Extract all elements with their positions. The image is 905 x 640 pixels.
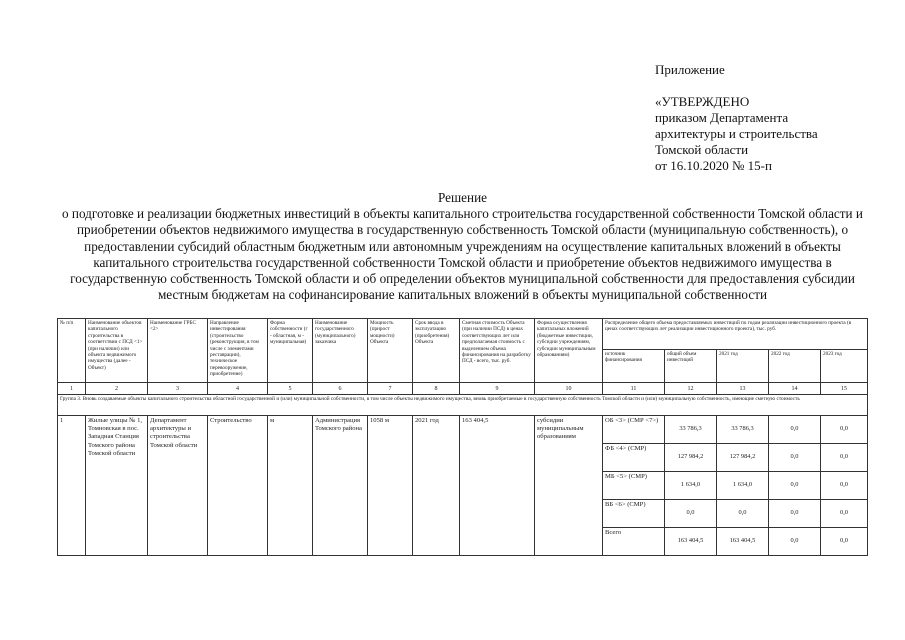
col-number: 6 [313,383,368,395]
header-direction: Направление инвестирования (строительство (реконструкция, в том числе с элементами реставрации), техническое перевооружение, приобретение) [208,319,268,383]
fin-2023: 0,0 [821,528,868,556]
header-total: общий объем инвестиций [665,350,717,383]
col-number: 2 [86,383,148,395]
col-number: 10 [535,383,603,395]
approval-line: Томской области [655,142,749,157]
col-number: 12 [665,383,717,395]
header-ownership: Форма собственности (г - областная, м - муниципальная) [268,319,313,383]
col-number: 7 [368,383,413,395]
col-number: 3 [148,383,208,395]
row-form: субсидии муниципальным образованиям [535,416,603,556]
header-num: № п/п [58,319,86,383]
row-object: Жилые улицы № 1, Томновская в пос. Западная Станция Томского района Томской области [86,416,148,556]
col-number: 8 [413,383,460,395]
fin-2021: 1 634,0 [717,472,769,500]
fin-total: 0,0 [665,500,717,528]
fin-source: Всего [603,528,665,556]
header-2022: 2022 год [769,350,821,383]
fin-total: 163 404,5 [665,528,717,556]
group-row: Группа 3. Вновь создаваемые объекты капитального строительства областной государственной и (или) муниципальной собственности, в том числе объекты недвижимого имущества, вновь приобретаемые в государственную собственность Томской области и (или) муниципальную собственность, имеющие сметную стоимость [58,395,868,416]
row-num: 1 [58,416,86,556]
col-number: 5 [268,383,313,395]
fin-2021: 127 984,2 [717,444,769,472]
fin-source: ОБ <3> (СМР <7>) [603,416,665,444]
fin-total: 127 984,2 [665,444,717,472]
header-capacity: Мощность (прирост мощности) Объекта [368,319,413,383]
header-2021: 2021 год [717,350,769,383]
investment-table [57,318,868,556]
fin-2023: 0,0 [821,416,868,444]
row-ownership: м [268,416,313,556]
fin-2022: 0,0 [769,528,821,556]
header-object: Наименование объектов капитального строительства в соответствии с ПСД <1> (при наличии) или объекта недвижимого имущества (далее - Объект) [86,319,148,383]
fin-2023: 0,0 [821,500,868,528]
approval-block [655,62,818,174]
row-cost: 163 404,5 [460,416,535,556]
decision-body: о подготовке и реализации бюджетных инвестиций в объекты капитального строительства государственной собственности Томской области и приобретении объектов недвижимого имущества в государственную собственность Томской области (муниципальную собственность), о предоставлении субсидий областным бюджетным или автономным учреждениям на осуществление капитальных вложений в объекты капитального строительства государственной собственности Томской области и приобретение объектов недвижимого имущества в государственную собственность Томской области и об определении объектов муниципальной собственности для предоставления субсидии местным бюджетам на софинансирование капитальных вложений в объекты муниципальной собственности [62,206,863,303]
col-number: 15 [821,383,868,395]
row-capacity: 1058 м [368,416,413,556]
header-cost: Сметная стоимость Объекта (при наличии ПСД) в ценах соответствующих лет или предполагаемая стоимость с выделением объема финансирования на разработку ПСД - всего, тыс. руб. [460,319,535,383]
col-number: 13 [717,383,769,395]
col-number: 9 [460,383,535,395]
fin-2021: 0,0 [717,500,769,528]
fin-total: 33 786,3 [665,416,717,444]
fin-source: ВБ <6> (СМР) [603,500,665,528]
fin-source: МБ <5> (СМР) [603,472,665,500]
approval-line: от 16.10.2020 № 15-п [655,158,772,173]
col-number: 14 [769,383,821,395]
fin-2021: 163 404,5 [717,528,769,556]
fin-2022: 0,0 [769,444,821,472]
header-2023: 2023 год [821,350,868,383]
fin-total: 1 634,0 [665,472,717,500]
approval-line: «УТВЕРЖДЕНО [655,94,750,109]
header-grbs: Наименование ГРБС <2> [148,319,208,383]
fin-source: ФБ <4> (СМР) [603,444,665,472]
col-number: 1 [58,383,86,395]
row-direction: Строительство [208,416,268,556]
fin-2021: 33 786,3 [717,416,769,444]
fin-2022: 0,0 [769,500,821,528]
row-term: 2021 год [413,416,460,556]
header-form: Форма осуществления капитальных вложений (бюджетные инвестиции, субсидии учреждениям, субсидии муниципальным образованиям) [535,319,603,383]
header-term: Срок ввода в эксплуатацию (приобретения) Объекта [413,319,460,383]
fin-2023: 0,0 [821,472,868,500]
header-source: источник финансирования [603,350,665,383]
approval-line: архитектуры и строительства [655,126,818,141]
col-number: 4 [208,383,268,395]
fin-2022: 0,0 [769,416,821,444]
row-grbs: Департамент архитектуры и строительства Томской области [148,416,208,556]
decision-block [55,190,870,303]
col-number: 11 [603,383,665,395]
fin-2022: 0,0 [769,472,821,500]
row-customer: Администрация Томского района [313,416,368,556]
decision-title: Решение [438,190,487,205]
approval-line: приказом Департамента [655,110,789,125]
header-customer: Наименование государственного (муниципального) заказчика [313,319,368,383]
header-distribution: Распределение общего объема предоставляемых инвестиций по годам реализации инвестиционного проекта (в ценах соответствующих лет реализации инвестиционного проекта), тыс. руб. [603,319,868,350]
appendix-title: Приложение [655,62,725,77]
fin-2023: 0,0 [821,444,868,472]
